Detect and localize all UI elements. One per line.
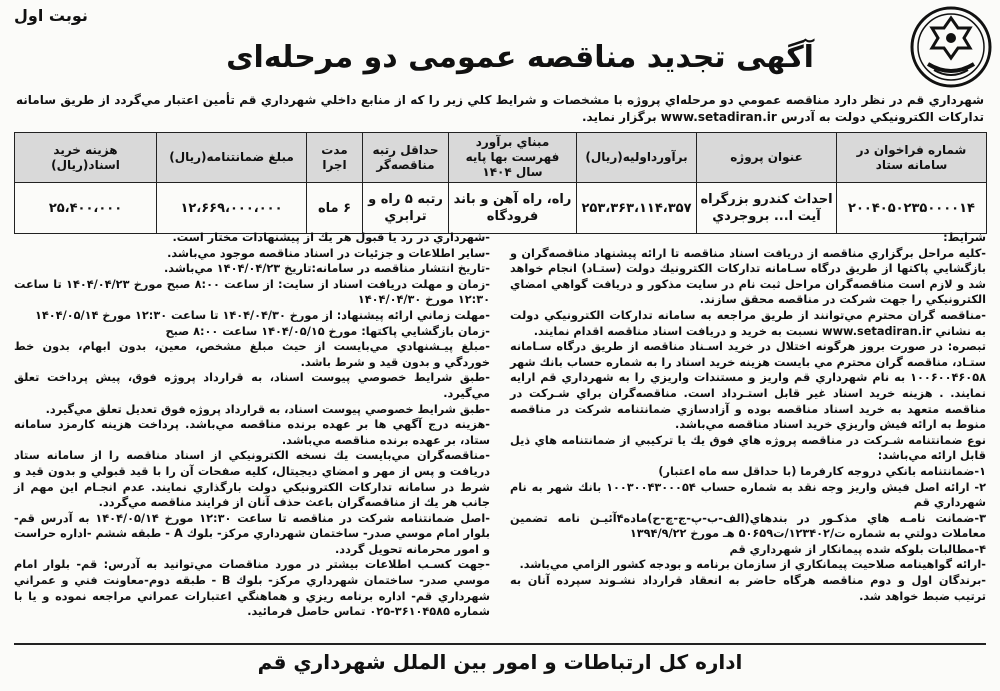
ad-header — [0, 0, 1000, 88]
condition-item: ۲- ارائه اصل فيش واريز وجه نقد به شماره حساب ۱۰۰۳۰۰۴۳۰۰۰۵۴ بانك شهر به نام شهرداري قم — [510, 480, 986, 510]
condition-item: -مناقصه‌گران مي‌بايست يك نسخه الكترونيكي از اسناد مناقصه را از سامانه ستاد دريافت و پس از مهر و امضاي ديجيتال، كليه صفحات آن را با قيد قبولي و بدون قيد و شرط در سامانه تداركات الكترونيكي دولت بارگذاري نمايند. عدم انجـام اين مهم از جانب هر يك از مناقصه‌گران باعث حذف آنان از فرايند مناقصه مي‌گردد. — [14, 449, 490, 510]
col-header-min-rank: حداقل رتبه مناقصه‌گر — [363, 133, 449, 183]
col-header-duration: مدت اجرا — [307, 133, 363, 183]
cell-call-number: ۲۰۰۴۰۵۰۲۳۵۰۰۰۰۱۴ — [837, 183, 987, 234]
condition-item: ۴-مطالبات بلوكه شده پيمانكار از شهرداري قم — [729, 542, 986, 556]
footer-issuer: اداره كل ارتباطات و امور بين الملل شهرداري قم — [257, 650, 743, 674]
condition-item: -طبق شرايط خصوصي پيوست اسناد، به قرارداد پروژه فوق، پيش پرداخت تعلق مي‌گيرد. — [14, 371, 490, 400]
condition-item: -مناقصه گران محترم مي‌توانند از طريق مراجعه به سامانه تداركات الكترونيكي دولت به نشاني www.setadiran.ir نسبت به خريد و دريافت اسناد مناقصه اقدام نمايند. — [510, 308, 986, 338]
conditions-heading: شرايط: — [943, 231, 986, 244]
col-header-call-number: شماره فراخوان در سامانه ستاد — [837, 133, 987, 183]
conditions-left-column — [14, 230, 490, 620]
condition-item: -زمان و مهلت دريافت اسناد از سايت: از ساعت ۸:۰۰ صبح مورخ ۱۴۰۴/۰۴/۲۳ تا ساعت ۱۲:۳۰ مورخ ۱۴۰۴/۰۴/۳۰ — [14, 277, 490, 307]
cell-document-fee: ۲۵،۴۰۰،۰۰۰ — [15, 183, 157, 234]
condition-item: -ارائه گواهينامه صلاحيت پيمانكاري از سازمان برنامه و بودجه كشور الزامي مي‌باشد. — [519, 558, 986, 572]
condition-item: -مهلت زماني ارائه پيشنهاد: از مورخ ۱۴۰۴/۰۴/۳۰ تا ساعت ۱۲:۳۰ مورخ ۱۴۰۴/۰۵/۱۴ — [35, 308, 490, 322]
cell-min-rank: رتبه ۵ راه و ترابري — [363, 183, 449, 234]
cell-duration: ۶ ماه — [307, 183, 363, 234]
footer-divider — [14, 643, 986, 645]
condition-item: -كليه مراحل برگزاري مناقصه از دريافت اسناد مناقصه تا ارائه پيشنهاد مناقصه‌گران و بازگشايي پاكتها از طريق درگاه سـامانه تداركات الكترونيك دولت (ستـاد) انجام خواهد شد و لازم است مناقصه‌گران مراحل ثبت نام در سايت مذكور و دريافت گواهي امضاي الكترونيكي را جهت شركت در مناقصه محقق سازند. — [510, 246, 986, 307]
tender-table — [14, 132, 987, 234]
condition-item: -طبق شرايط خصوصي پيوست اسناد، به قرارداد پروژه فوق تعديل تعلق مي‌گيرد. — [45, 402, 490, 416]
condition-item: -ساير اطلاعات و جزئيات در اسناد مناقصه موجود مي‌باشد. — [167, 246, 490, 260]
ad-title: آگهی تجدید مناقصه عمومی دو مرحله‌ای — [226, 40, 814, 75]
col-header-guarantee-amount: مبلغ ضمانتنامه(ريال) — [157, 133, 307, 183]
condition-item: -شهرداري در رد يا قبول هر يك از پيشنهادات مختار است. — [172, 231, 490, 244]
conditions-section — [14, 230, 986, 638]
round-label: نوبت اول — [14, 6, 88, 25]
condition-item: -مبلغ پيـشنهادي مي‌بايست از حيث مبلغ مشخص، معين، بدون ابهام، بدون خط خوردگي و بدون قيد و شرط باشد. — [14, 340, 490, 369]
col-header-document-fee: هزينه خريد اسناد(ريال) — [15, 133, 157, 183]
qom-municipality-logo-icon — [910, 6, 992, 88]
condition-item: -تاريخ انتشار مناقصه در سامانه:تاريخ ۱۴۰۴/۰۴/۲۳ مي‌باشد. — [164, 262, 490, 276]
table-row — [15, 183, 987, 234]
condition-item: ۳-ضمانت نامـه هاي مذكـور در بندهاي(الف-ب-پ-ج-چ-ح)ماده۴آئيـن نامه تضمين معاملات دولتي به شماره ت/۱۲۳۴۰۲/ت۵۰۶۵۹ هـ مورخ ۱۳۹۴/۹/۲۲ — [510, 511, 986, 541]
condition-item: -اصل ضمانتنامه شركت در مناقصه تا ساعت ۱۲:۳۰ مورخ ۱۴۰۴/۰۵/۱۴ به آدرس قم- بلوار امام موسي صدر- ساختمان شهرداري مركز- بلوك A - طبقه ششم -اداره حراست و امور محرمانه تحويل گردد. — [14, 511, 490, 556]
condition-item: تبصره: در صورت بروز هرگونه اختلال در خريد اسـناد مناقصه از طريق درگاه سـامانه ستـاد، مناقصه گران محترم مي بايست هزينه خريد اسناد را به شماره حساب بانك شهر ۱۰۰۶۰۰۴۶۰۵۸ به نام شهرداري قم واريز و مستندات واريزي را به شهرداري قم ارايه نمايند. . هزينه خريد اسناد غير قابل استـرداد است. مناقصه‌گران براي شـركت در مناقصه متعهد به خريد اسناد مناقصه بوده و آزادسازي ضمانتنامه شركت در مناقصه منوط به ارائه فيش واريزي خريد اسناد مناقصه مي‌باشد. — [510, 340, 986, 432]
col-header-project-title: عنوان پروژه — [697, 133, 837, 183]
table-header-row — [15, 133, 987, 183]
cell-initial-estimate: ۲۵۳،۳۶۳،۱۱۴،۳۵۷ — [577, 183, 697, 234]
condition-item: -هزينه درج آگهي ها بر عهده برنده مناقصه مي‌باشد. پرداخت هزينه كارمزد سامانه ستاد، بر عهده برنده مناقصه مي‌باشد. — [14, 418, 490, 447]
condition-item: ۱-ضمانتنامه بانكي دروجه كارفرما (با حداقل سه ماه اعتبار) — [658, 464, 986, 478]
condition-item: نوع ضمانتنامه شـركت در مناقصه پروژه هاي فوق يك يا تركيبي از ضمانتنامه هاي ذيل قابل ارائه مي‌باشد: — [510, 433, 986, 463]
intro-paragraph: شهرداري قم در نظر دارد مناقصه عمومي دو مرحله‌اي پروژه با مشخصات و شرايط كلي زير را كه از منابع داخلي شهرداري قم تأمين اعتبار مي‌گردد از طريق سامانه تداركات الكترونيكي دولت به آدرس www.setadiran.ir برگزار نمايد. — [16, 93, 984, 124]
col-header-estimate-basis: مبناي برآورد فهرست بها پايه سال ۱۴۰۴ — [449, 133, 577, 183]
cell-guarantee-amount: ۱۲،۶۶۹،۰۰۰،۰۰۰ — [157, 183, 307, 234]
cell-estimate-basis: راه، راه آهن و باند فرودگاه — [449, 183, 577, 234]
cell-project-title: احداث كندرو بزرگراه آيت ا... بروجردي — [697, 183, 837, 234]
condition-item: -جهت كسـب اطلاعات بيشتر در مورد مناقصات مي‌توانيد به آدرس: قم- بلوار امام موسي صدر- ساختمان شهرداري مركز- بلوك B - طبقه دوم-معاونت فني و عمراني شهرداري قم- اداره برنامه ريزي و هماهنگي اعتبارات عمراني مراجعه نموده و يا با شماره ۳۶۱۰۴۵۸۵-۰۲۵ تماس حاصل فرمائيد. — [14, 558, 490, 619]
condition-item: -برندگان اول و دوم مناقصه هرگاه حاضر به انعقاد قرارداد نشـوند سپرده آنان به ترتيب ضبط خواهد شد. — [510, 574, 986, 603]
col-header-initial-estimate: برآورداوليه(ريال) — [577, 133, 697, 183]
condition-item: -زمان بازگشايي پاكتها: مورخ ۱۴۰۴/۰۵/۱۵ ساعت ۸:۰۰ صبح — [165, 324, 490, 338]
conditions-right-column — [510, 230, 986, 604]
